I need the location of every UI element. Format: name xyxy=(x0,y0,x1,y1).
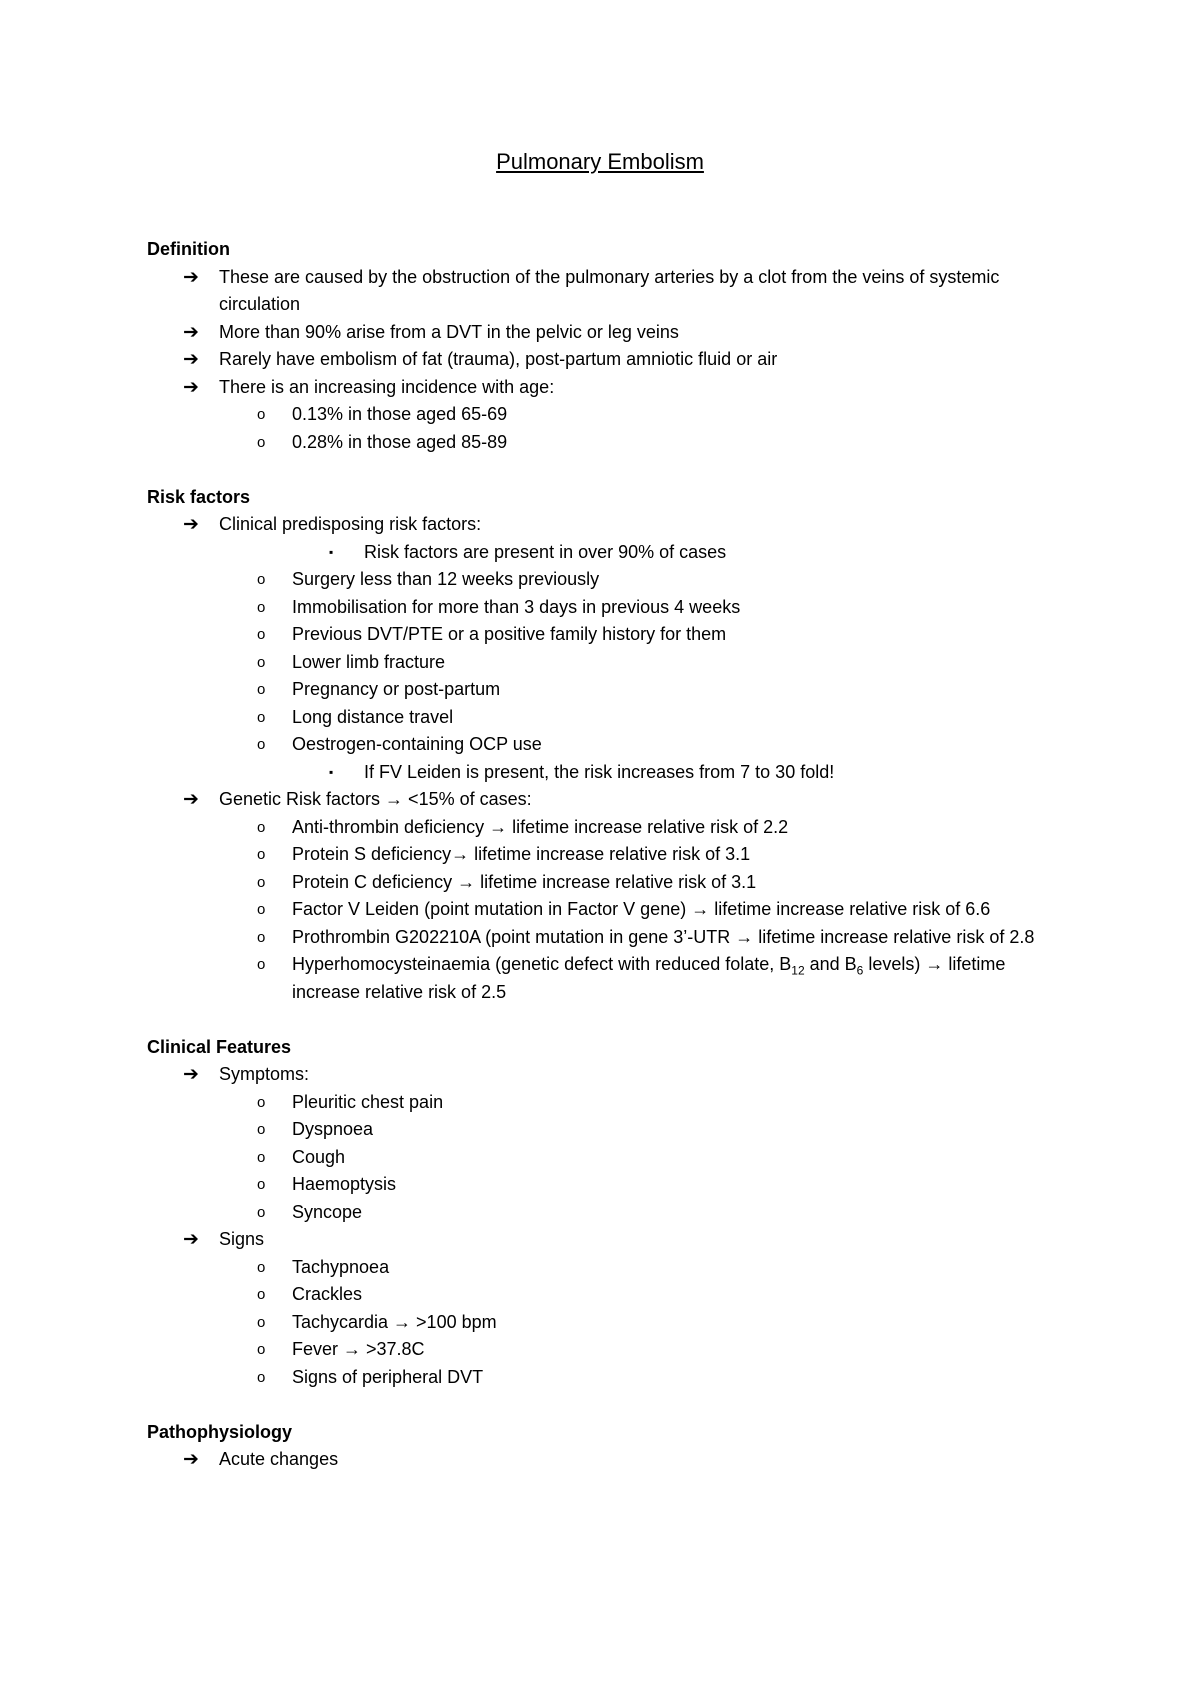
sub-list-item: o Long distance travel xyxy=(147,704,1067,732)
circle-bullet-icon: o xyxy=(257,681,266,698)
arrow-bullet-icon: ➔ xyxy=(183,349,199,370)
arrow-bullet-icon: ➔ xyxy=(183,1229,199,1250)
sub-list-item: o Syncope xyxy=(147,1199,1067,1227)
circle-bullet-icon: o xyxy=(257,406,266,423)
circle-bullet-icon: o xyxy=(257,1148,266,1166)
circle-bullet-icon: o xyxy=(257,1121,266,1138)
circle-bullet-icon: o xyxy=(257,1341,266,1358)
circle-bullet-icon: o xyxy=(257,1203,266,1221)
sub-list-item: o Haemoptysis xyxy=(147,1171,1067,1199)
arrow-bullet-icon: ➔ xyxy=(183,514,199,535)
list-item: ➔ These are caused by the obstruction of the pulmonary arteries by a clot from the veins of systemic circulation xyxy=(147,264,1067,319)
list-item: ➔ Acute changes xyxy=(147,1446,1067,1474)
circle-bullet-icon: o xyxy=(257,1313,266,1331)
circle-bullet-icon: o xyxy=(257,956,266,973)
square-bullet-icon: ▪ xyxy=(329,764,334,779)
circle-bullet-icon: o xyxy=(257,571,266,588)
sub-list-item: o Tachycardia → >100 bpm xyxy=(147,1309,1067,1337)
circle-bullet-icon: o xyxy=(257,818,266,836)
square-bullet-icon: ▪ xyxy=(329,544,334,559)
list-item: ➔ Signs xyxy=(147,1226,1067,1254)
arrow-bullet-icon: ➔ xyxy=(183,321,199,343)
sub-list-item: o Oestrogen-containing OCP use xyxy=(147,731,1067,759)
sub-sub-list-item: ▪ Risk factors are present in over 90% of cases xyxy=(147,539,1067,567)
sub-list-item: o Pleuritic chest pain xyxy=(147,1089,1067,1117)
sub-list-item: o Surgery less than 12 weeks previously xyxy=(147,566,1067,594)
section-heading-clinical-features: Clinical Features xyxy=(147,1036,292,1057)
arrow-bullet-icon: ➔ xyxy=(183,1449,199,1470)
list-item: ➔ Rarely have embolism of fat (trauma), post-partum amniotic fluid or air xyxy=(147,346,1067,374)
circle-bullet-icon: o xyxy=(257,1176,266,1193)
circle-bullet-icon: o xyxy=(257,626,266,643)
sub-list-item: o 0.28% in those aged 85-89 xyxy=(147,429,1067,457)
sub-list-item: o Crackles xyxy=(147,1281,1067,1309)
document-body xyxy=(147,236,1067,1474)
sub-list-item: o Cough xyxy=(147,1144,1067,1172)
sub-list-item: o Fever → >37.8C xyxy=(147,1336,1067,1364)
list-item: ➔ There is an increasing incidence with age: xyxy=(147,374,1067,402)
circle-bullet-icon: o xyxy=(257,736,266,753)
sub-list-item: o Protein S deficiency→ lifetime increase relative risk of 3.1 xyxy=(147,841,1067,869)
sub-list-item: o Signs of peripheral DVT xyxy=(147,1364,1067,1392)
circle-bullet-icon: o xyxy=(257,873,266,891)
circle-bullet-icon: o xyxy=(257,1286,266,1303)
section-heading-definition: Definition xyxy=(147,239,230,259)
sub-list-item: o Previous DVT/PTE or a positive family history for them xyxy=(147,621,1067,649)
circle-bullet-icon: o xyxy=(257,708,266,726)
document-title: Pulmonary Embolism xyxy=(496,149,704,174)
arrow-bullet-icon: ➔ xyxy=(183,1064,199,1085)
sub-list-item: o Tachypnoea xyxy=(147,1254,1067,1282)
circle-bullet-icon: o xyxy=(257,598,266,616)
circle-bullet-icon: o xyxy=(257,846,266,863)
sub-list-item: o Factor V Leiden (point mutation in Factor V gene) → lifetime increase relative risk of 6.6 xyxy=(147,896,1067,924)
section-heading-risk-factors: Risk factors xyxy=(147,486,251,507)
circle-bullet-icon: o xyxy=(257,1258,266,1276)
arrow-bullet-icon: ➔ xyxy=(183,376,199,398)
spacer xyxy=(147,456,1067,484)
list-item: ➔ Clinical predisposing risk factors: xyxy=(147,511,1067,539)
circle-bullet-icon: o xyxy=(257,1368,266,1386)
circle-bullet-icon: o xyxy=(257,433,266,451)
sub-list-item: o Lower limb fracture xyxy=(147,649,1067,677)
circle-bullet-icon: o xyxy=(257,1093,266,1111)
sub-list-item: o Dyspnoea xyxy=(147,1116,1067,1144)
spacer xyxy=(147,1006,1067,1034)
sub-list-item: o Anti-thrombin deficiency → lifetime increase relative risk of 2.2 xyxy=(147,814,1067,842)
list-item: ➔ Genetic Risk factors → <15% of cases: xyxy=(147,786,1067,814)
list-item: ➔ More than 90% arise from a DVT in the pelvic or leg veins xyxy=(147,319,1067,347)
sub-list-item: o Protein C deficiency → lifetime increase relative risk of 3.1 xyxy=(147,869,1067,897)
spacer xyxy=(147,1391,1067,1419)
circle-bullet-icon: o xyxy=(257,653,266,671)
circle-bullet-icon: o xyxy=(257,928,266,946)
arrow-bullet-icon: ➔ xyxy=(183,266,199,288)
sub-list-item: o Hyperhomocysteinaemia (genetic defect with reduced folate, $B_{12}$ and $B_6$ levels) → lifetime increase relative risk of 2.5 xyxy=(147,951,1067,1006)
sub-sub-list-item: ▪ If FV Leiden is present, the risk increases from 7 to 30 fold! xyxy=(147,759,1067,787)
list-item: ➔ Symptoms: xyxy=(147,1061,1067,1089)
sub-list-item: o Prothrombin G202210A (point mutation in gene 3’-UTR → lifetime increase relative risk of 2.8 xyxy=(147,924,1067,952)
arrow-bullet-icon: ➔ xyxy=(183,789,199,810)
sub-list-item: o Pregnancy or post-partum xyxy=(147,676,1067,704)
sub-list-item: o Immobilisation for more than 3 days in previous 4 weeks xyxy=(147,594,1067,622)
section-heading-pathophysiology: Pathophysiology xyxy=(147,1421,293,1442)
sub-list-item: o 0.13% in those aged 65-69 xyxy=(147,401,1067,429)
circle-bullet-icon: o xyxy=(257,901,266,918)
